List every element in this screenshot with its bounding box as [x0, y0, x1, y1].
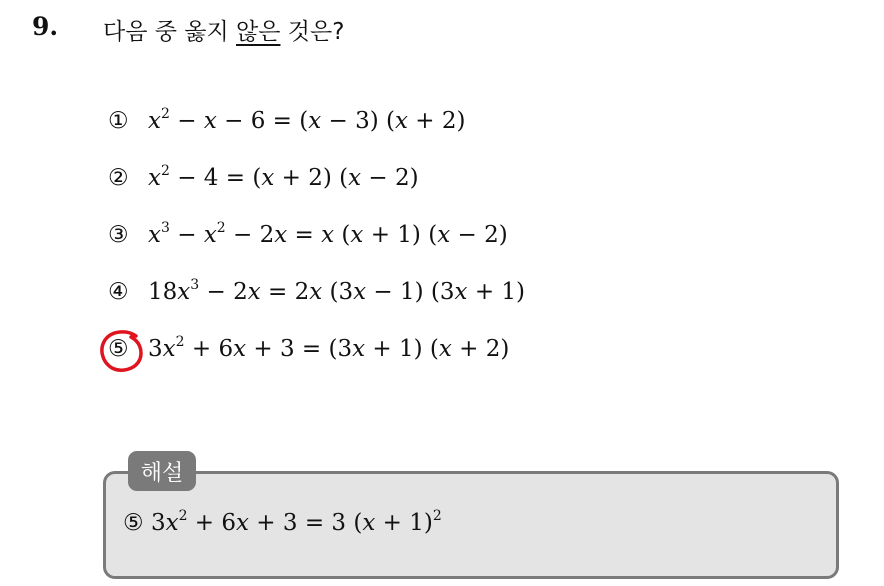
prompt-underlined-word: 않은	[236, 19, 281, 45]
option-marker: ②	[108, 165, 129, 191]
option-expression: $x^2 - 4 = (x + 2) (x - 2)$	[148, 163, 419, 191]
question-number: 9.	[32, 12, 59, 41]
answer-options	[108, 108, 525, 393]
option-1[interactable]	[108, 108, 525, 165]
option-marker: ⑤	[108, 336, 129, 362]
option-expression: $18x^3 - 2x = 2x$ (3x − 1) (3x + 1)	[148, 277, 526, 305]
prompt-text-before: 다음 중 옳지	[103, 19, 237, 45]
explanation-body	[123, 510, 442, 536]
question-prompt	[103, 13, 344, 46]
option-marker: ③	[108, 222, 129, 248]
option-marker: ①	[108, 108, 129, 134]
explanation-expression: $3x^2 + 6x + 3 = 3$ $(x + 1)^2$	[150, 508, 442, 536]
option-5[interactable]	[108, 336, 525, 393]
option-2[interactable]	[108, 165, 525, 222]
option-3[interactable]	[108, 222, 525, 279]
explanation-tag: 해설	[128, 451, 196, 491]
option-marker: ④	[108, 279, 129, 305]
prompt-text-after: 것은?	[280, 19, 345, 45]
option-4[interactable]	[108, 279, 525, 336]
option-expression: $x^3 - x^2 - 2x = x$ (x + 1) (x − 2)	[148, 220, 508, 248]
option-expression: $3x^2 + 6x + 3 = (3x + 1) (x + 2)$	[148, 334, 510, 362]
explanation-marker: ⑤	[123, 510, 144, 536]
option-expression: $x^2 - x - 6 = (x - 3) (x + 2)$	[148, 106, 466, 134]
